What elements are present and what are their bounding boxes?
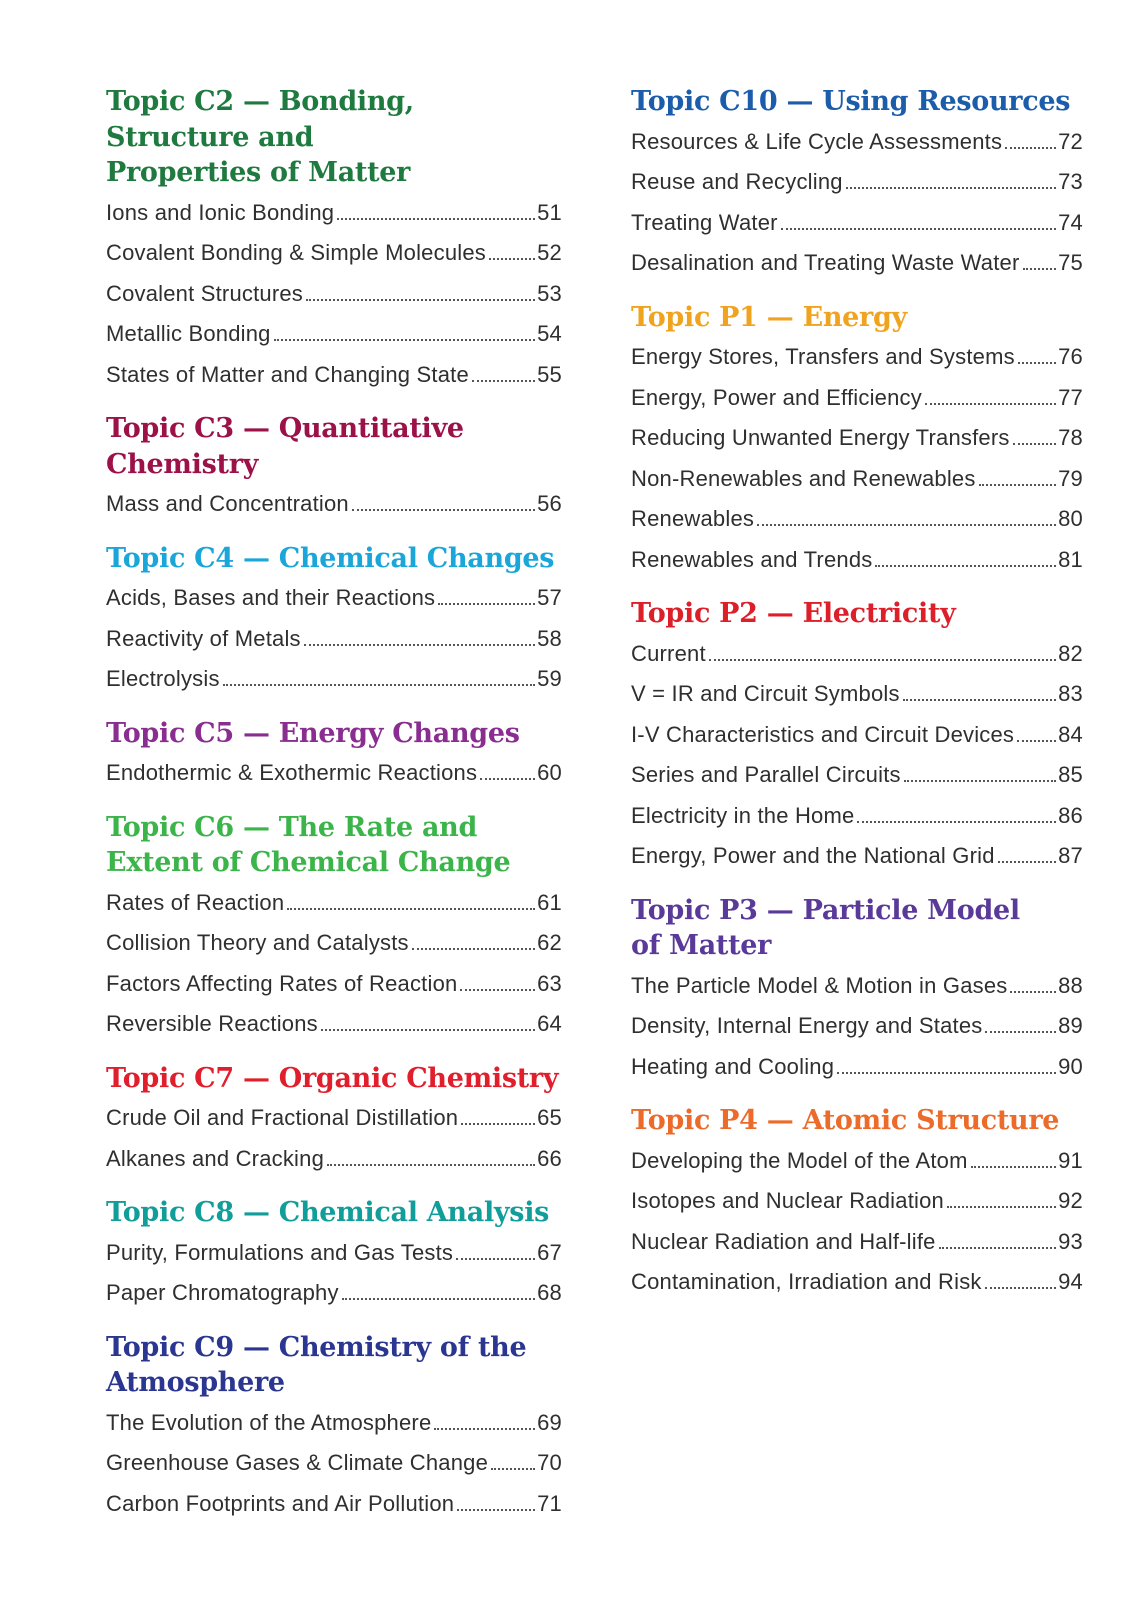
toc-entry-reactivity-of-metals[interactable]	[106, 619, 562, 660]
toc-page-number: 59	[537, 666, 562, 691]
toc-entry-series-and-parallel-circuits[interactable]	[631, 755, 1083, 796]
topic-section	[106, 411, 562, 541]
topic-section	[106, 1061, 562, 1196]
toc-entry-isotopes-and-nuclear-radiation[interactable]	[631, 1181, 1083, 1222]
dot-leader	[998, 861, 1056, 863]
toc-entry-renewables-and-trends[interactable]	[631, 540, 1083, 581]
toc-page-number: 66	[537, 1145, 562, 1171]
topic-section	[631, 893, 1083, 1104]
toc-entry-energy-power-and-the-national-grid[interactable]	[631, 836, 1083, 877]
topic-heading-topic-c5	[106, 716, 562, 752]
toc-entry-title: Reducing Unwanted Energy Transfers	[631, 425, 1010, 450]
toc-entry-endothermic-exothermic-reactions[interactable]	[106, 753, 562, 794]
toc-entry-title: Reactivity of Metals	[106, 625, 301, 651]
dot-leader	[709, 659, 1056, 661]
dot-leader	[985, 1287, 1057, 1289]
toc-entry-collision-theory-and-catalysts[interactable]	[106, 923, 562, 964]
dot-leader	[456, 1258, 535, 1260]
toc-entry-resources-life-cycle-assessments[interactable]	[631, 122, 1083, 163]
topic-heading-line: Topic C4 — Chemical Changes	[106, 542, 555, 574]
toc-entry-density-internal-energy-and-states[interactable]	[631, 1006, 1083, 1047]
toc-page-number: 65	[537, 1105, 562, 1130]
toc-page-number: 86	[1058, 802, 1083, 828]
toc-page-number: 74	[1058, 209, 1083, 235]
toc-entry-title: Reversible Reactions	[106, 1011, 318, 1036]
topic-section	[631, 596, 1083, 893]
toc-entry-title: Metallic Bonding	[106, 321, 271, 346]
toc-page-number: 91	[1058, 1147, 1083, 1173]
toc-entry-crude-oil-and-fractional-distillation[interactable]	[106, 1098, 562, 1139]
topic-section	[631, 300, 1083, 597]
toc-entry-title: Purity, Formulations and Gas Tests	[106, 1239, 454, 1265]
topic-section	[106, 541, 562, 716]
dot-leader	[979, 484, 1057, 486]
dot-leader	[1017, 740, 1056, 742]
topic-heading-topic-c6	[106, 810, 562, 881]
dot-leader	[757, 524, 1056, 526]
toc-entry-desalination-and-treating-waste-water[interactable]	[631, 243, 1083, 284]
toc-entry-title: Factors Affecting Rates of Reaction	[106, 970, 458, 996]
topic-heading-line: Topic C7 — Organic Chemistry	[106, 1062, 559, 1094]
toc-page-number: 53	[537, 280, 562, 306]
dot-leader	[321, 1029, 535, 1031]
toc-page-number: 71	[537, 1490, 562, 1516]
topic-section	[106, 1195, 562, 1330]
toc-entry-covalent-bonding-simple-molecules[interactable]	[106, 233, 562, 274]
toc-entry-title: Treating Water	[631, 209, 778, 235]
toc-entry-title: V = IR and Circuit Symbols	[631, 681, 900, 706]
dot-leader	[472, 380, 535, 382]
toc-entry-title: Developing the Model of the Atom	[631, 1147, 968, 1173]
topic-section	[631, 84, 1083, 300]
topic-heading-topic-c9	[106, 1330, 562, 1401]
toc-entry-energy-power-and-efficiency[interactable]	[631, 378, 1083, 419]
toc-page-number: 87	[1058, 843, 1083, 868]
toc-entry-title: Nuclear Radiation and Half-life	[631, 1228, 936, 1254]
toc-entry-title: Renewables and Trends	[631, 546, 873, 572]
topic-heading-line: Topic P3 — Particle Model	[631, 894, 1020, 926]
dot-leader	[337, 218, 535, 220]
topic-heading-line: Extent of Chemical Change	[106, 847, 511, 878]
toc-entry-title: Density, Internal Energy and States	[631, 1013, 983, 1038]
dot-leader	[460, 989, 535, 991]
topic-heading-line: Structure and	[106, 121, 314, 153]
topic-heading-topic-c8	[106, 1195, 562, 1231]
toc-entry-paper-chromatography[interactable]	[106, 1273, 562, 1314]
toc-page-number: 54	[537, 321, 562, 346]
topic-heading-line: Topic C10 — Using Resources	[631, 86, 1071, 117]
toc-entry-title: States of Matter and Changing State	[106, 361, 469, 387]
topic-heading-line: Chemistry	[106, 448, 259, 480]
toc-entry-v-ir-and-circuit-symbols[interactable]	[631, 674, 1083, 715]
toc-entry-heating-and-cooling[interactable]	[631, 1047, 1083, 1088]
toc-entry-title: Non-Renewables and Renewables	[631, 465, 976, 491]
toc-page-number: 83	[1058, 681, 1083, 706]
topic-heading-topic-c7	[106, 1061, 562, 1097]
dot-leader	[1005, 147, 1056, 149]
toc-entry-title: Crude Oil and Fractional Distillation	[106, 1105, 459, 1130]
toc-page-number: 75	[1058, 250, 1083, 275]
toc-entry-title: Endothermic & Exothermic Reactions	[106, 760, 478, 785]
dot-leader	[287, 908, 535, 910]
dot-leader	[438, 603, 535, 605]
toc-entry-title: Covalent Bonding & Simple Molecules	[106, 240, 486, 265]
dot-leader	[781, 228, 1056, 230]
toc-entry-title: Desalination and Treating Waste Water	[631, 250, 1020, 275]
topic-section	[631, 1103, 1083, 1303]
dot-leader	[971, 1166, 1057, 1168]
toc-page-number: 58	[537, 625, 562, 651]
dot-leader	[1023, 268, 1057, 270]
toc-page-number: 62	[537, 930, 562, 955]
dot-leader	[1010, 991, 1056, 993]
toc-entry-title: Electrolysis	[106, 666, 220, 691]
toc-page-number: 73	[1058, 169, 1083, 194]
toc-page-number: 79	[1058, 465, 1083, 491]
toc-entry-title: Current	[631, 640, 706, 666]
topic-heading-line: Topic P1 — Energy	[631, 301, 907, 333]
toc-page-number: 70	[537, 1450, 562, 1475]
toc-entry-title: The Particle Model & Motion in Gases	[631, 972, 1008, 998]
dot-leader	[925, 403, 1056, 405]
toc-page-number: 63	[537, 970, 562, 996]
topic-section	[106, 810, 562, 1061]
contents-column-right	[631, 84, 1083, 1303]
topic-heading-topic-p1	[631, 300, 1083, 336]
toc-page-number: 88	[1058, 972, 1083, 998]
topic-heading-line: Topic P4 — Atomic Structure	[631, 1105, 1060, 1136]
toc-entry-nuclear-radiation-and-half-life[interactable]	[631, 1222, 1083, 1263]
toc-page-number: 68	[537, 1280, 562, 1305]
toc-page-number: 55	[537, 361, 562, 387]
dot-leader	[304, 644, 535, 646]
topic-section	[106, 1330, 562, 1525]
dot-leader	[1018, 362, 1056, 364]
topic-heading-line: of Matter	[631, 930, 772, 961]
dot-leader	[480, 778, 535, 780]
topic-heading-line: Topic C9 — Chemistry of the	[106, 1331, 527, 1363]
topic-section	[106, 84, 562, 411]
toc-entry-title: Contamination, Irradiation and Risk	[631, 1269, 982, 1294]
toc-entry-title: Acids, Bases and their Reactions	[106, 585, 436, 610]
dot-leader	[837, 1072, 1056, 1074]
toc-entry-title: Energy Stores, Transfers and Systems	[631, 344, 1015, 369]
toc-entry-energy-stores-transfers-and-systems[interactable]	[631, 337, 1083, 378]
toc-page-number: 60	[537, 760, 562, 785]
toc-entry-title: Isotopes and Nuclear Radiation	[631, 1188, 944, 1213]
toc-page-number: 76	[1058, 344, 1083, 369]
contents-column-left	[106, 84, 562, 1524]
toc-entry-acids-bases-and-their-reactions[interactable]	[106, 578, 562, 619]
toc-entry-title: The Evolution of the Atmosphere	[106, 1409, 432, 1435]
toc-page-number: 57	[537, 585, 562, 610]
topic-heading-topic-c2	[106, 84, 562, 191]
toc-entry-title: Greenhouse Gases & Climate Change	[106, 1450, 489, 1475]
topic-heading-topic-c4	[106, 541, 562, 577]
toc-entry-current[interactable]	[631, 634, 1083, 675]
toc-entry-title: Reuse and Recycling	[631, 169, 843, 194]
toc-page-number: 94	[1058, 1269, 1083, 1294]
topic-heading-line: Topic C2 — Bonding,	[106, 86, 414, 117]
dot-leader	[327, 1164, 535, 1166]
topic-heading-topic-c10	[631, 84, 1083, 120]
toc-entry-electrolysis[interactable]	[106, 659, 562, 700]
toc-entry-non-renewables-and-renewables[interactable]	[631, 459, 1083, 500]
topic-heading-line: Atmosphere	[106, 1367, 285, 1398]
dot-leader	[489, 258, 535, 260]
toc-entry-covalent-structures[interactable]	[106, 274, 562, 315]
toc-entry-states-of-matter-and-changing-state[interactable]	[106, 355, 562, 396]
dot-leader	[457, 1509, 535, 1511]
toc-entry-alkanes-and-cracking[interactable]	[106, 1139, 562, 1180]
toc-entry-title: Carbon Footprints and Air Pollution	[106, 1490, 455, 1516]
dot-leader	[904, 780, 1056, 782]
toc-page-number: 69	[537, 1409, 562, 1435]
toc-entry-title: Electricity in the Home	[631, 802, 855, 828]
toc-page-number: 85	[1058, 762, 1083, 787]
toc-entry-renewables[interactable]	[631, 499, 1083, 540]
toc-entry-mass-and-concentration[interactable]	[106, 484, 562, 525]
toc-entry-title: Heating and Cooling	[631, 1053, 835, 1079]
topic-section	[106, 716, 562, 810]
topic-heading-line: Topic P2 — Electricity	[631, 598, 956, 629]
dot-leader	[306, 299, 535, 301]
toc-page-number: 78	[1058, 425, 1083, 450]
toc-entry-title: Resources & Life Cycle Assessments	[631, 128, 1003, 154]
toc-page-number: 93	[1058, 1228, 1083, 1254]
toc-page-number: 89	[1058, 1013, 1083, 1038]
topic-heading-topic-p4	[631, 1103, 1083, 1139]
topic-heading-topic-p2	[631, 596, 1083, 632]
topic-heading-topic-p3	[631, 893, 1083, 964]
dot-leader	[352, 509, 535, 511]
toc-entry-title: Ions and Ionic Bonding	[106, 199, 335, 225]
toc-entry-the-evolution-of-the-atmosphere[interactable]	[106, 1403, 562, 1444]
toc-entry-treating-water[interactable]	[631, 203, 1083, 244]
topic-heading-topic-c3	[106, 411, 562, 482]
toc-entry-rates-of-reaction[interactable]	[106, 883, 562, 924]
toc-entry-greenhouse-gases-climate-change[interactable]	[106, 1443, 562, 1484]
toc-entry-title: Paper Chromatography	[106, 1280, 339, 1305]
toc-page-number: 51	[537, 199, 562, 225]
toc-entry-i-v-characteristics-and-circuit-devices[interactable]	[631, 715, 1083, 756]
dot-leader	[491, 1468, 535, 1470]
topic-heading-line: Topic C8 — Chemical Analysis	[106, 1197, 550, 1228]
topic-heading-line: Topic C3 — Quantitative	[106, 413, 464, 444]
toc-entry-title: Alkanes and Cracking	[106, 1145, 325, 1171]
toc-entry-title: Renewables	[631, 506, 755, 531]
toc-entry-title: Rates of Reaction	[106, 889, 285, 915]
toc-page-number: 72	[1058, 128, 1083, 154]
topic-heading-line: Topic C5 — Energy Changes	[106, 717, 520, 749]
toc-page-number: 77	[1058, 384, 1083, 410]
toc-page-number: 81	[1058, 546, 1083, 572]
toc-entry-contamination-irradiation-and-risk[interactable]	[631, 1262, 1083, 1303]
toc-entry-reducing-unwanted-energy-transfers[interactable]	[631, 418, 1083, 459]
toc-entry-electricity-in-the-home[interactable]	[631, 796, 1083, 837]
toc-entry-factors-affecting-rates-of-reaction[interactable]	[106, 964, 562, 1005]
toc-page-number: 82	[1058, 640, 1083, 666]
toc-entry-title: Energy, Power and the National Grid	[631, 843, 995, 868]
toc-page-number: 92	[1058, 1188, 1083, 1213]
toc-page-number: 90	[1058, 1053, 1083, 1079]
dot-leader	[857, 821, 1056, 823]
dot-leader	[434, 1428, 535, 1430]
toc-entry-metallic-bonding[interactable]	[106, 314, 562, 355]
topic-heading-line: Topic C6 — The Rate and	[106, 811, 478, 843]
toc-entry-reversible-reactions[interactable]	[106, 1004, 562, 1045]
dot-leader	[846, 187, 1056, 189]
dot-leader	[461, 1123, 535, 1125]
toc-page-number: 52	[537, 240, 562, 265]
toc-entry-ions-and-ionic-bonding[interactable]	[106, 193, 562, 234]
dot-leader	[903, 699, 1056, 701]
toc-page-number: 64	[537, 1011, 562, 1036]
toc-page-number: 84	[1058, 721, 1083, 747]
dot-leader	[985, 1031, 1056, 1033]
dot-leader	[412, 948, 535, 950]
toc-entry-purity-formulations-and-gas-tests[interactable]	[106, 1233, 562, 1274]
toc-entry-title: I-V Characteristics and Circuit Devices	[631, 721, 1015, 747]
toc-page-number: 61	[537, 889, 562, 915]
dot-leader	[342, 1298, 535, 1300]
toc-entry-title: Series and Parallel Circuits	[631, 762, 901, 787]
dot-leader	[947, 1206, 1056, 1208]
toc-entry-carbon-footprints-and-air-pollution[interactable]	[106, 1484, 562, 1525]
dot-leader	[939, 1247, 1057, 1249]
toc-entry-title: Covalent Structures	[106, 280, 303, 306]
toc-page-number: 56	[537, 491, 562, 516]
dot-leader	[1013, 443, 1057, 445]
toc-entry-title: Mass and Concentration	[106, 491, 349, 516]
toc-page-number: 80	[1058, 506, 1083, 531]
dot-leader	[274, 339, 536, 341]
dot-leader	[875, 565, 1056, 567]
toc-entry-title: Energy, Power and Efficiency	[631, 384, 922, 410]
dot-leader	[223, 684, 535, 686]
toc-entry-the-particle-model-motion-in-gases[interactable]	[631, 966, 1083, 1007]
toc-entry-reuse-and-recycling[interactable]	[631, 162, 1083, 203]
topic-heading-line: Properties of Matter	[106, 157, 411, 188]
toc-entry-title: Collision Theory and Catalysts	[106, 930, 409, 955]
toc-page-number: 67	[537, 1239, 562, 1265]
toc-entry-developing-the-model-of-the-atom[interactable]	[631, 1141, 1083, 1182]
